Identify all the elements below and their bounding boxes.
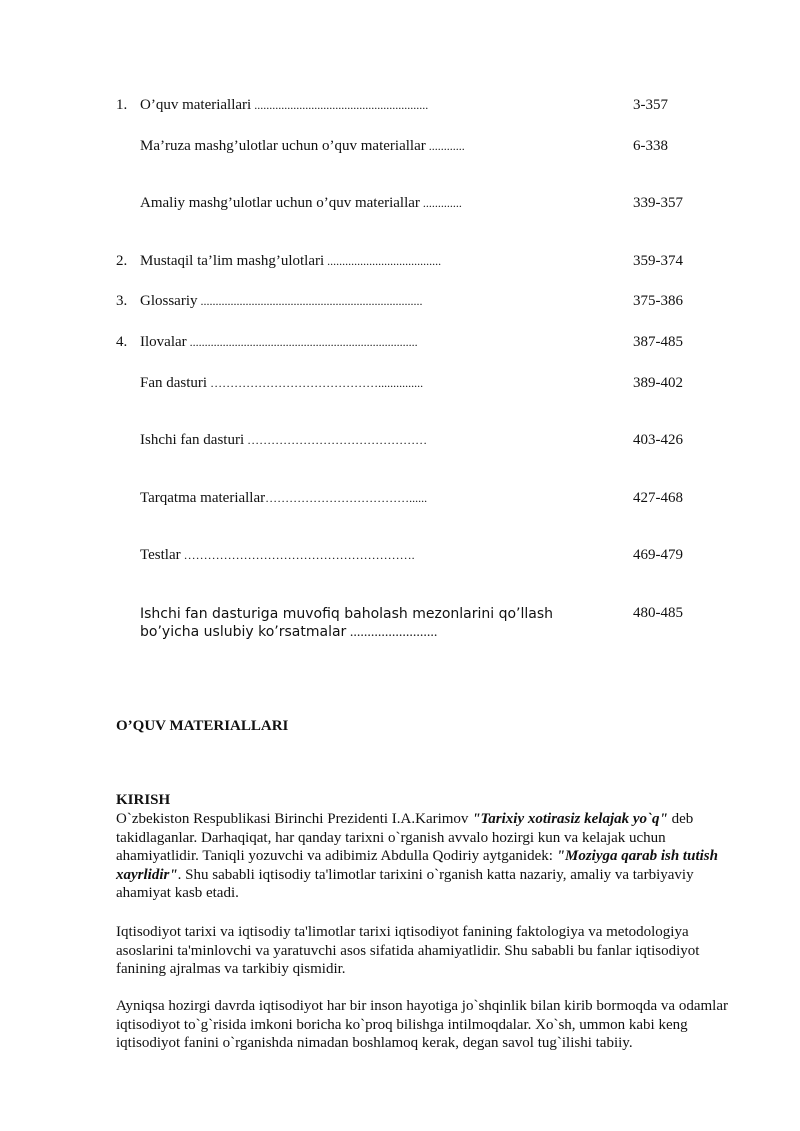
toc-pages: 389-402 — [633, 375, 683, 391]
quote: "Tarixiy xotirasiz kelajak yo`q" — [472, 811, 668, 827]
toc-pages: 3-357 — [633, 97, 668, 113]
toc-title: Fan dasturi ……………………………………............... — [140, 375, 424, 391]
toc-title: Testlar …………………………………………………. — [140, 547, 415, 563]
intro-heading: KIRISH — [116, 792, 171, 808]
toc-title: Ilovalar ............................................................................ — [140, 334, 418, 350]
toc-title: Mustaqil ta’lim mashg’ulotlari ...................................... — [140, 253, 442, 269]
toc-pages: 480-485 — [633, 605, 683, 621]
toc-title: Tarqatma materiallar………………………………...... — [140, 490, 428, 506]
toc-title: Ishchi fan dasturi ……………………………………… — [140, 432, 428, 448]
toc-number: 2. — [116, 253, 128, 269]
toc-pages: 387-485 — [633, 334, 683, 350]
toc-title: O’quv materiallari .......................................................... — [140, 97, 429, 113]
quote: "Moziyga qarab ish tutish xayrlidir" — [116, 848, 718, 883]
toc-title: Ishchi fan dasturiga muvofiq baholash mezonlarini qo’llash bo’yicha uslubiy ko’rsatmalar ......................... — [140, 606, 554, 640]
section-heading: O’QUV MATERIALLARI — [116, 718, 289, 734]
paragraph: O`zbekiston Respublikasi Birinchi Prezidenti I.A.Karimov "Tarixiy xotirasiz kelajak yo`q" deb takidlaganlar. Darhaqiqat, har qanday tarixni o`rganish avvalo hozirgi kun va kelajak uchun ahamiyatlidir. Taniqli yozuvchi va adibimiz Abdulla Qodiriy aytganidek: "Moziyga qarab ish tutish xayrlidir". Shu sababli iqtisodiy ta'limotlar tarixini o`rganish katta nazariy, amaliy va tarbiyaviy ahamiyat kasb etadi. — [116, 811, 718, 901]
toc-title: Amaliy mashg’ulotlar uchun o’quv materiallar ............. — [140, 195, 462, 211]
toc-pages: 6-338 — [633, 138, 668, 154]
toc-title: Glossariy .......................................................................... — [140, 293, 423, 309]
paragraph: Ayniqsa hozirgi davrda iqtisodiyot har bir inson hayotiga jo`shqinlik bilan kirib bormoqda va odamlar iqtisodiyot to`g`risida imkoni boricha ko`proq bilishga intilmoqdalar. Xo`sh, ummon kabi keng iqtisodiyot fanini o`rganishda nimadan boshlamoq kerak, degan savol tug`ilishi tabiiy. — [116, 998, 728, 1051]
toc-number: 1. — [116, 97, 128, 113]
toc-pages: 339-357 — [633, 195, 683, 211]
toc-pages: 427-468 — [633, 490, 683, 506]
paragraph: Iqtisodiyot tarixi va iqtisodiy ta'limotlar tarixi iqtisodiyot fanining faktologiya va metodologiya asoslarini ta'minlovchi va yaratuvchi asos sifatida ahamiyatlidir. Shu sababli bu fanlar iqtisodiyot fanining ajralmas va tarkibiy qismidir. — [116, 924, 700, 977]
toc-pages: 469-479 — [633, 547, 683, 563]
toc-pages: 375-386 — [633, 293, 683, 309]
toc-number: 3. — [116, 293, 128, 309]
toc-pages: 359-374 — [633, 253, 683, 269]
toc-number: 4. — [116, 334, 128, 350]
toc-title: Ma’ruza mashg’ulotlar uchun o’quv materiallar ............ — [140, 138, 465, 154]
toc-pages: 403-426 — [633, 432, 683, 448]
